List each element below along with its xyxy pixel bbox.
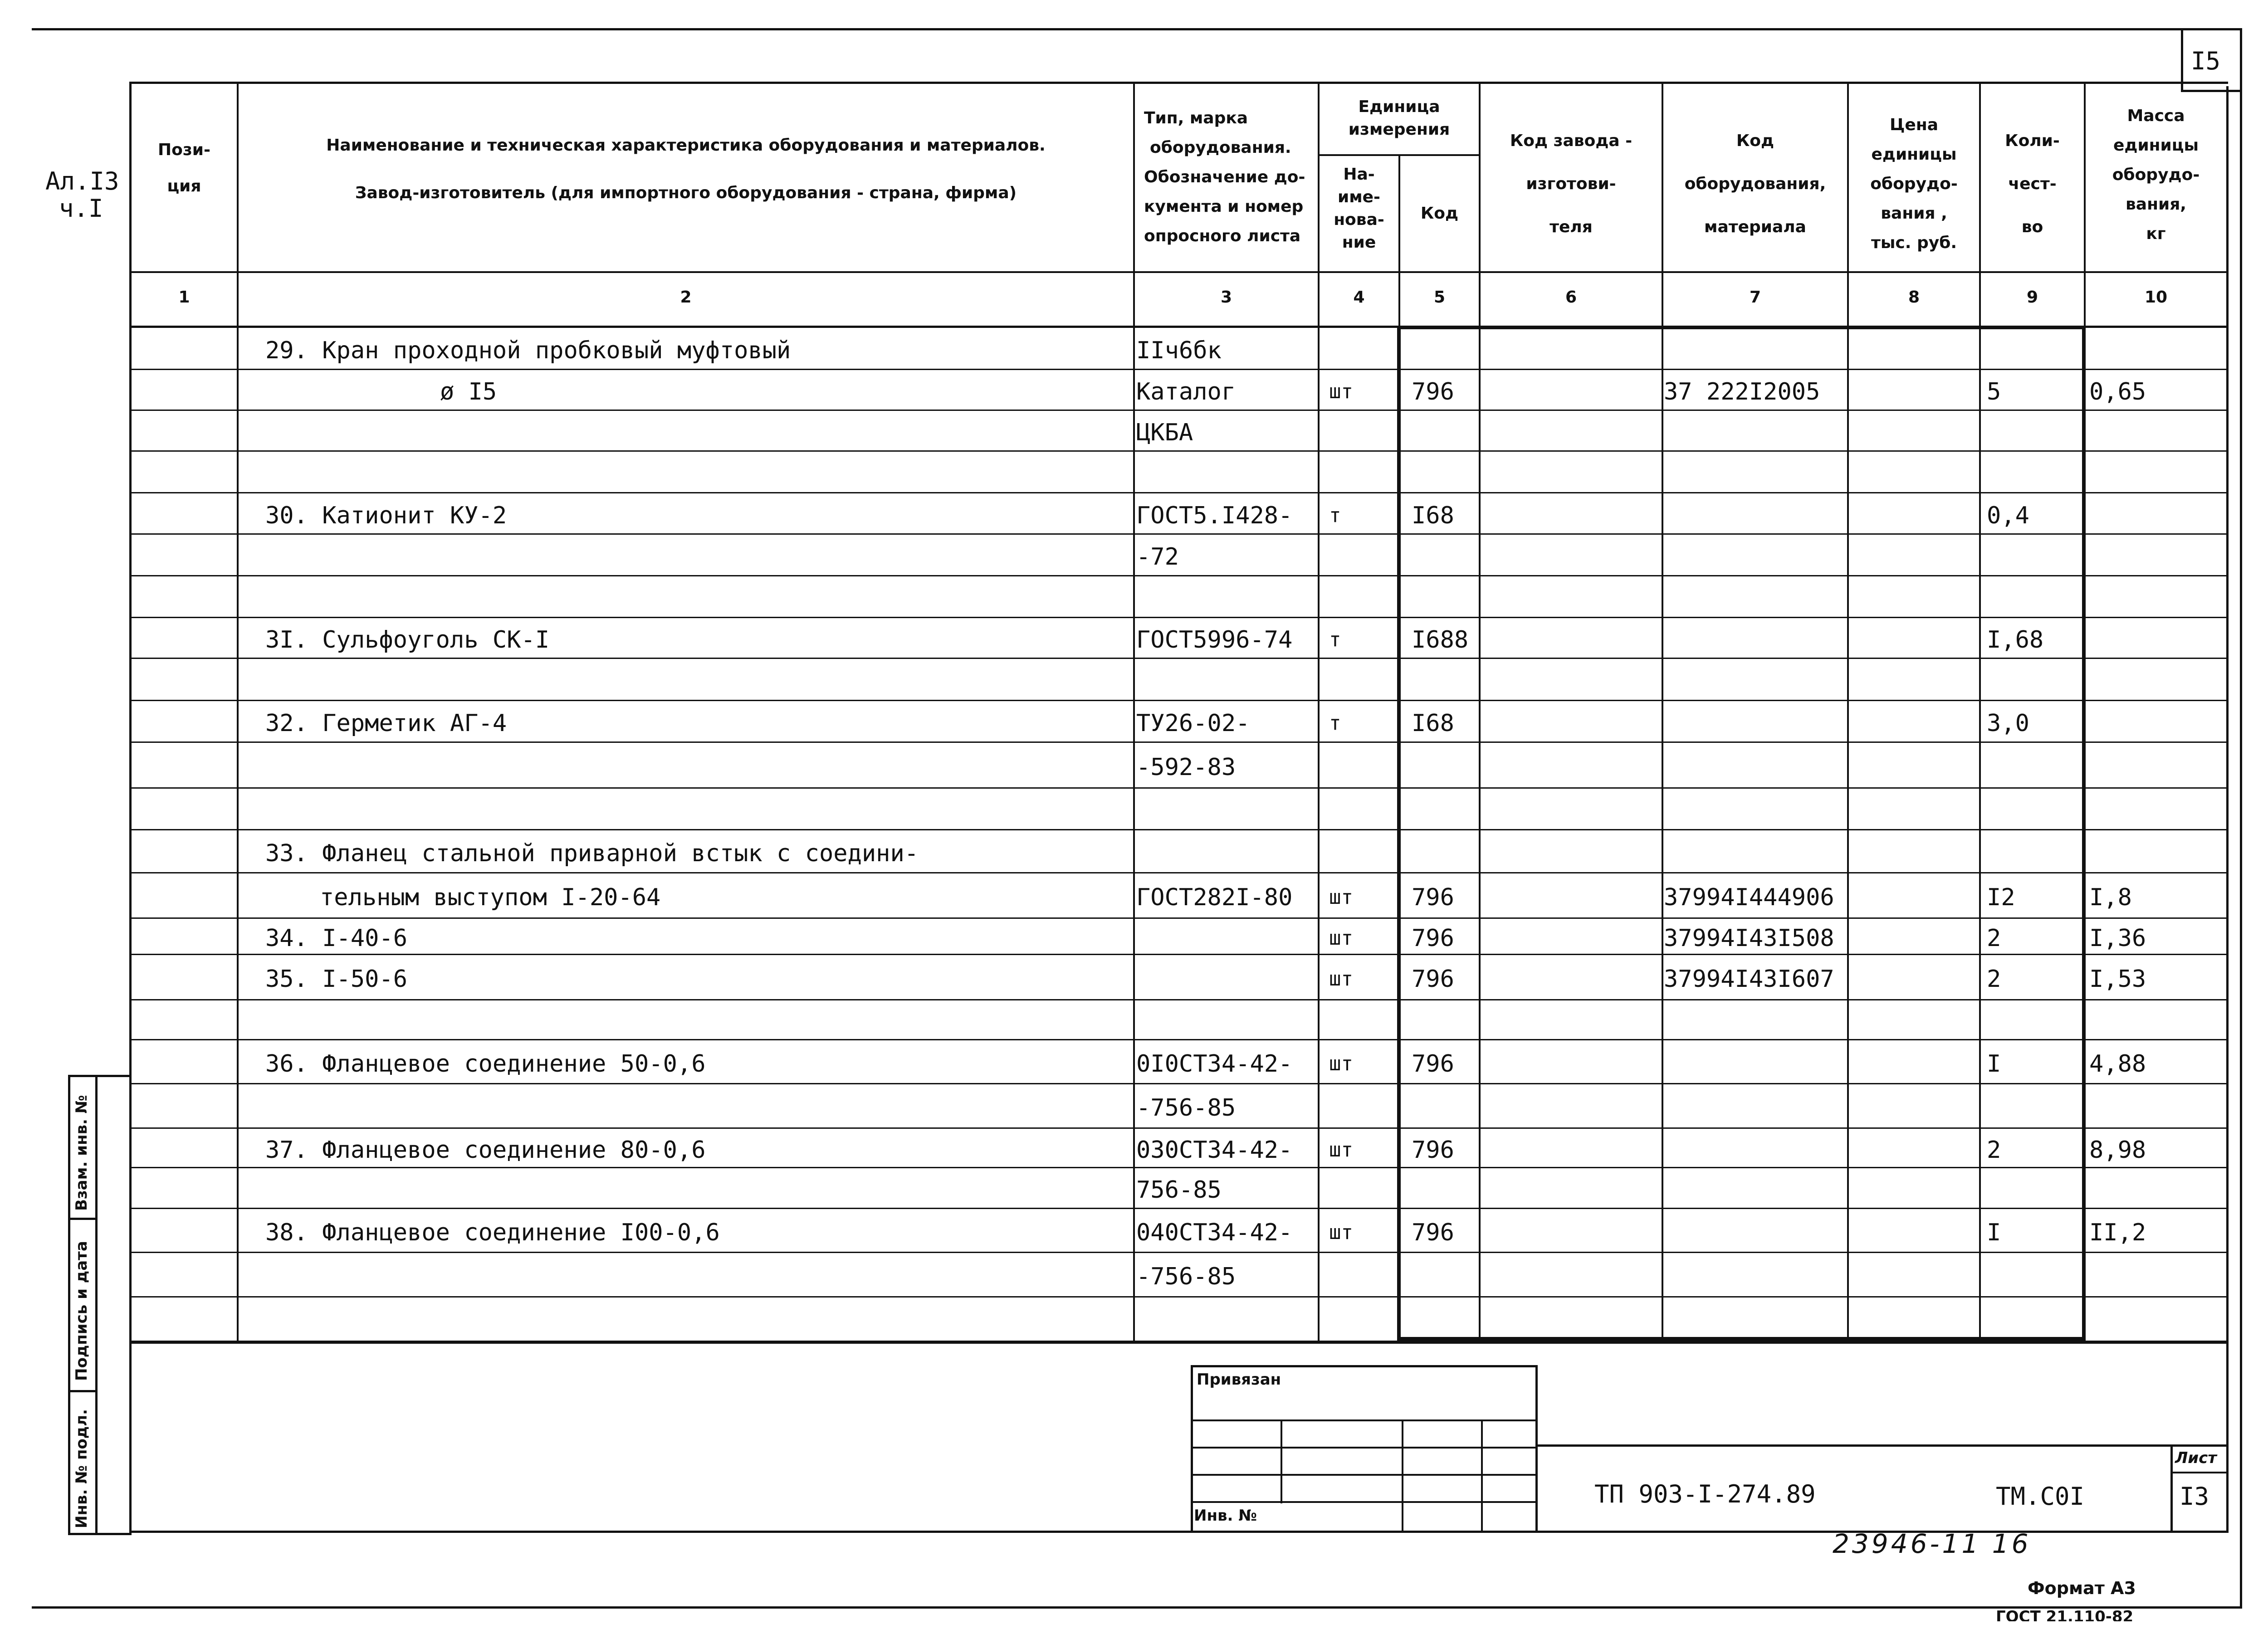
format-label: Формат А3 xyxy=(2028,1578,2136,1598)
side-stamp-bottom xyxy=(68,1533,132,1535)
row-cell-doc: Каталог xyxy=(1136,378,1236,405)
table-top xyxy=(129,82,2228,84)
row-cell-doc: -592-83 xyxy=(1136,753,1236,781)
row-divider xyxy=(129,617,2228,618)
tb-privyazan-left xyxy=(1191,1365,1193,1532)
col-number-3: 3 xyxy=(1220,288,1232,307)
format-gost: ГОСТ 21.110-82 xyxy=(1996,1608,2134,1621)
row-cell-unit: т xyxy=(1329,628,1341,651)
row-divider xyxy=(129,1341,2228,1342)
margin-label-line1: Ал.I3 xyxy=(45,167,119,195)
top-border-line xyxy=(32,28,2241,30)
hdr-col3-l1: Тип, марка xyxy=(1144,109,1248,127)
row-cell-unit: шт xyxy=(1329,1220,1353,1244)
row-cell-code: 796 xyxy=(1412,966,1454,993)
tb-v3 xyxy=(1481,1419,1483,1531)
row-cell-unit: шт xyxy=(1329,967,1353,990)
row-cell-name: 3I. Сульфоуголь СК-I xyxy=(265,626,550,654)
row-cell-qty: I2 xyxy=(1987,884,2015,911)
hdr-col8-l1: Цена xyxy=(1890,116,1938,134)
hdr-col10-l2: единицы xyxy=(2113,136,2199,155)
hdr-col5: Код xyxy=(1420,204,1459,223)
row-cell-code: 796 xyxy=(1412,1219,1454,1246)
row-cell-doc: ТУ26-02- xyxy=(1136,710,1250,737)
side-stamp-div2 xyxy=(68,1390,98,1392)
hdr-col7-l2: оборудования, xyxy=(1684,175,1826,193)
row-cell-doc: ГОСТ5996-74 xyxy=(1136,626,1293,654)
row-cell-name: 38. Фланцевое соединение I00-0,6 xyxy=(265,1219,720,1246)
tb-h2 xyxy=(1191,1447,1538,1449)
row-cell-doc: ГОСТ5.I428- xyxy=(1136,502,1293,529)
row-cell-unit: т xyxy=(1329,503,1341,527)
row-cell-code: 796 xyxy=(1412,925,1454,952)
row-cell-doc: -756-85 xyxy=(1136,1094,1236,1122)
row-cell-name: 30. Катионит КУ-2 xyxy=(265,502,507,529)
hdr-col6-l2: изготови- xyxy=(1526,175,1616,193)
row-cell-qty: 2 xyxy=(1987,925,2001,952)
row-cell-mass: I,53 xyxy=(2089,966,2146,993)
table-right xyxy=(2226,86,2229,1533)
row-cell-unit: шт xyxy=(1329,380,1353,403)
row-cell-name: 33. Фланец стальной приварной встык с соедини- xyxy=(265,839,919,867)
hdr-col3-l2: оборудования. xyxy=(1150,138,1291,157)
row-cell-doc: IIч6бк xyxy=(1136,337,1222,364)
page-number: I5 xyxy=(2191,47,2221,75)
hdr-col7-l3: материала xyxy=(1704,218,1806,236)
row-cell-code: 796 xyxy=(1412,378,1454,405)
row-divider xyxy=(129,1127,2228,1129)
row-cell-qty: I,68 xyxy=(1987,626,2044,654)
side-inv-label: Инв. № подл. xyxy=(73,1409,91,1528)
row-divider xyxy=(129,369,2228,370)
sheet-number: I3 xyxy=(2180,1482,2209,1511)
row-cell-equip: 37994I43I508 xyxy=(1664,925,1834,952)
row-divider xyxy=(129,954,2228,955)
row-divider xyxy=(129,1083,2228,1084)
row-cell-code: 796 xyxy=(1412,1050,1454,1078)
row-cell-doc: 040СТ34-42- xyxy=(1136,1219,1293,1246)
hdr-col1-l2: ция xyxy=(167,177,201,195)
unit-group-divider xyxy=(1318,154,1479,156)
hdr-col8-l2: единицы xyxy=(1871,145,1957,164)
row-cell-qty: 2 xyxy=(1987,966,2001,993)
hdr-col10-l3: оборудо- xyxy=(2112,166,2200,184)
row-divider xyxy=(129,1167,2228,1168)
col-number-9: 9 xyxy=(2026,288,2038,307)
col-number-2: 2 xyxy=(680,288,692,307)
row-divider xyxy=(129,575,2228,576)
row-cell-mass: 0,65 xyxy=(2089,378,2146,405)
row-cell-mass: II,2 xyxy=(2089,1219,2146,1246)
row-divider xyxy=(129,829,2228,830)
hdr-col2-l1: Наименование и техническая характеристика оборудования и материалов. xyxy=(326,136,1046,155)
row-divider xyxy=(129,999,2228,1000)
row-cell-code: 796 xyxy=(1412,884,1454,911)
row-cell-mass: 4,88 xyxy=(2089,1050,2146,1078)
hdr-col1-l1: Пози- xyxy=(158,141,210,159)
col-number-4: 4 xyxy=(1353,288,1365,307)
row-cell-name: 37. Фланцевое соединение 80-0,6 xyxy=(265,1136,706,1164)
margin-label-line2: ч.I xyxy=(59,194,103,223)
hdr-col3-l5: опросного листа xyxy=(1144,227,1301,245)
hdr-col2-l2: Завод-изготовитель (для импортного оборудования - страна, фирма) xyxy=(355,184,1017,202)
row-divider xyxy=(129,872,2228,873)
col-sep-5 xyxy=(1479,82,1481,1342)
tb-h3 xyxy=(1191,1474,1538,1476)
row-cell-doc: 030СТ34-42- xyxy=(1136,1136,1293,1164)
privyazan-label: Привязан xyxy=(1197,1371,1281,1389)
col-sep-7 xyxy=(1847,82,1849,1342)
row-cell-name: тельным выступом I-20-64 xyxy=(320,884,661,911)
hdr-col9-l3: во xyxy=(2021,218,2043,236)
row-cell-qty: 0,4 xyxy=(1987,502,2029,529)
tb-v2 xyxy=(1402,1419,1403,1531)
tb-sheet-div xyxy=(2170,1472,2228,1473)
hdr-col9-l2: чест- xyxy=(2008,175,2057,193)
side-stamp-left xyxy=(68,1075,70,1535)
row-cell-unit: шт xyxy=(1329,886,1353,909)
doc-code: ТМ.С0I xyxy=(1996,1482,2085,1511)
row-cell-name: 36. Фланцевое соединение 50-0,6 xyxy=(265,1050,706,1078)
hdr-unit-l2: измерения xyxy=(1348,120,1450,139)
hdr-col9-l1: Коли- xyxy=(2005,132,2060,150)
hdr-col7-l1: Код xyxy=(1736,132,1774,150)
row-cell-doc: 756-85 xyxy=(1136,1176,1222,1204)
col-sep-6 xyxy=(1662,82,1663,1342)
row-cell-name: 34. I-40-6 xyxy=(265,925,408,952)
row-divider xyxy=(129,1252,2228,1253)
row-cell-mass: I,36 xyxy=(2089,925,2146,952)
hdr-col10-l1: Масса xyxy=(2127,107,2185,125)
hdr-col8-l4: вания , xyxy=(1881,204,1947,223)
col-number-10: 10 xyxy=(2144,288,2168,307)
row-divider xyxy=(129,917,2228,919)
tb-main-top xyxy=(1535,1444,2228,1447)
row-cell-qty: I xyxy=(1987,1219,2001,1246)
row-cell-equip: 37994I43I607 xyxy=(1664,966,1834,993)
row-cell-name: 29. Кран проходной пробковый муфтовый xyxy=(265,337,791,364)
hdr-col4-l2: име- xyxy=(1337,188,1380,206)
row-cell-qty: 3,0 xyxy=(1987,710,2029,737)
row-cell-equip: 37994I444906 xyxy=(1664,884,1834,911)
hdr-col8-l5: тыс. руб. xyxy=(1871,234,1957,252)
hdr-col3-l3: Обозначение до- xyxy=(1144,168,1305,186)
col-number-5: 5 xyxy=(1433,288,1446,307)
tb-h4 xyxy=(1191,1501,1538,1503)
hdr-col6-l1: Код завода - xyxy=(1510,132,1633,150)
hdr-col6-l3: теля xyxy=(1549,218,1593,236)
tb-privyazan-top xyxy=(1191,1365,1538,1367)
col-number-1: 1 xyxy=(178,288,190,307)
thick-region-top xyxy=(1398,326,2086,329)
row-cell-unit: шт xyxy=(1329,1052,1353,1075)
row-cell-unit: т xyxy=(1329,712,1341,735)
row-cell-code: I688 xyxy=(1412,626,1469,654)
inv-no-label: Инв. № xyxy=(1194,1507,1257,1525)
row-cell-name: 32. Герметик АГ-4 xyxy=(265,710,507,737)
side-vzam-label: Взам. инв. № xyxy=(73,1095,91,1211)
row-cell-unit: шт xyxy=(1329,927,1353,950)
row-divider xyxy=(129,1208,2228,1209)
thick-region-left xyxy=(1397,326,1401,1341)
side-podpis-label: Подпись и дата xyxy=(73,1241,91,1381)
col-sep-2 xyxy=(1133,82,1135,1342)
row-cell-doc: -72 xyxy=(1136,543,1179,571)
row-cell-doc: -756-85 xyxy=(1136,1263,1236,1290)
hdr-unit-l1: Единица xyxy=(1358,98,1440,116)
hdr-col8-l3: оборудо- xyxy=(1870,175,1958,193)
row-divider xyxy=(129,533,2228,535)
row-divider xyxy=(129,700,2228,701)
col-number-7: 7 xyxy=(1749,288,1761,307)
row-divider xyxy=(129,492,2228,493)
row-cell-code: I68 xyxy=(1412,502,1454,529)
bottom-border-line xyxy=(32,1606,2241,1609)
right-edge-line xyxy=(2240,28,2242,1609)
row-cell-mass: 8,98 xyxy=(2089,1136,2146,1164)
hdr-col4-l4: ние xyxy=(1342,233,1376,252)
row-cell-doc: ЦКБА xyxy=(1136,419,1193,446)
hdr-col10-l5: кг xyxy=(2146,224,2166,243)
row-cell-unit: шт xyxy=(1329,1138,1353,1161)
tb-v1 xyxy=(1281,1419,1282,1503)
tb-sheet-left xyxy=(2170,1444,2173,1531)
hdr-col4-l1: На- xyxy=(1343,165,1375,184)
tb-h1 xyxy=(1191,1419,1538,1421)
col-sep-1 xyxy=(237,82,239,1342)
row-cell-qty: I xyxy=(1987,1050,2001,1078)
side-stamp-div1 xyxy=(68,1218,98,1220)
row-cell-equip: 37 222I2005 xyxy=(1664,378,1820,405)
row-divider xyxy=(129,1296,2228,1297)
thick-region-bottom xyxy=(1398,1337,2086,1341)
tb-privyazan-right xyxy=(1535,1365,1538,1532)
col-number-8: 8 xyxy=(1908,288,1920,307)
hdr-col3-l4: кумента и номер xyxy=(1144,197,1304,216)
row-cell-qty: 2 xyxy=(1987,1136,2001,1164)
row-divider xyxy=(129,787,2228,789)
thick-region-right xyxy=(2082,326,2086,1341)
row-cell-mass: I,8 xyxy=(2089,884,2132,911)
handwritten-number: 23946-11 16 xyxy=(1833,1528,2031,1559)
project-code: ТП 903-I-274.89 xyxy=(1594,1480,1816,1508)
row-cell-doc: 0I0СТ34-42- xyxy=(1136,1050,1293,1078)
side-stamp-right xyxy=(95,1075,98,1535)
side-stamp-top xyxy=(68,1075,132,1077)
row-divider xyxy=(129,450,2228,452)
row-cell-code: 796 xyxy=(1412,1136,1454,1164)
row-cell-qty: 5 xyxy=(1987,378,2001,405)
row-divider xyxy=(129,658,2228,659)
col-sep-3 xyxy=(1318,82,1320,1342)
row-cell-name: ø I5 xyxy=(440,378,497,405)
row-divider xyxy=(129,741,2228,743)
row-divider xyxy=(129,1039,2228,1040)
row-cell-name: 35. I-50-6 xyxy=(265,966,408,993)
col-number-6: 6 xyxy=(1565,288,1577,307)
row-cell-doc: ГОСТ282I-80 xyxy=(1136,884,1293,911)
header-bottom xyxy=(129,271,2228,273)
hdr-col10-l4: вания, xyxy=(2126,195,2186,214)
sheet-label: Лист xyxy=(2175,1449,2217,1467)
row-cell-code: I68 xyxy=(1412,710,1454,737)
page-box-bottom xyxy=(2181,90,2241,92)
row-divider xyxy=(129,410,2228,411)
col-sep-8 xyxy=(1979,82,1981,1342)
hdr-col4-l3: нова- xyxy=(1334,210,1384,229)
